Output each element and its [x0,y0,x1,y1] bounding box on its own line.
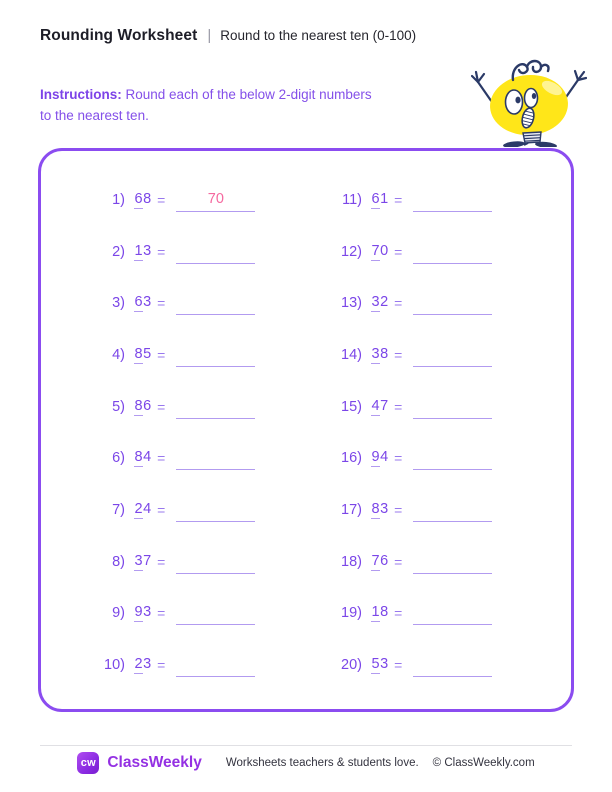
equals-sign: = [157,553,166,570]
problem-row [330,432,567,484]
answer-line [413,498,492,522]
brand-name: ClassWeekly [107,754,202,771]
problem-value [371,553,388,571]
problem-value [134,294,151,312]
answer-line [176,601,255,625]
tens-digit-underlined: 3 [134,552,143,569]
ones-digit: 6 [143,397,152,414]
tens-digit-underlined: 9 [371,449,380,466]
page-subtitle: Round to the nearest ten (0-100) [220,28,417,43]
answer-line [176,343,255,367]
equals-sign: = [157,295,166,312]
equals-sign: = [394,553,403,570]
ones-digit: 6 [380,552,389,569]
equals-sign: = [394,501,403,518]
tens-digit-underlined: 8 [134,397,143,414]
answer-line [176,498,255,522]
equals-sign: = [394,295,403,312]
tens-digit-underlined: 5 [371,656,380,673]
ones-digit: 1 [380,190,389,207]
ones-digit: 2 [380,294,389,311]
problems-box [38,148,574,712]
problem-index: 13) [341,295,362,312]
problem-index: 10) [104,657,125,674]
problem-row [330,329,567,381]
answer-line [413,653,492,677]
answer-line [176,395,255,419]
problem-row [93,174,330,226]
problem-index: 15) [341,398,362,415]
problem-row [93,588,330,640]
problem-row [330,484,567,536]
problem-value [371,449,388,467]
problem-index: 1) [112,191,125,208]
problem-value [371,191,388,209]
answer-line [413,446,492,470]
equals-sign: = [157,243,166,260]
instructions-text [40,85,385,127]
problem-index: 17) [341,501,362,518]
problem-value [134,604,151,622]
equals-sign: = [394,398,403,415]
equals-sign: = [157,346,166,363]
problem-row [93,484,330,536]
tens-digit-underlined: 7 [371,552,380,569]
problem-value [371,398,388,416]
tens-digit-underlined: 3 [371,294,380,311]
problem-index: 11) [342,191,362,208]
footer-copyright: © ClassWeekly.com [432,757,535,769]
problem-index: 5) [112,398,125,415]
footer-tagline: Worksheets teachers & students love. [225,757,419,769]
answer-line [176,291,255,315]
answer-line [176,653,255,677]
tens-digit-underlined: 8 [134,449,143,466]
problem-index: 12) [341,243,362,260]
problem-value [134,449,151,467]
problem-value [134,656,151,674]
problems-columns [41,151,571,691]
ones-digit: 7 [143,552,152,569]
ones-digit: 3 [380,656,389,673]
footer-divider [40,745,572,746]
problem-index: 16) [341,450,362,467]
problem-index: 14) [341,346,362,363]
equals-sign: = [394,243,403,260]
tens-digit-underlined: 8 [134,345,143,362]
answer-line [413,395,492,419]
problem-index: 7) [112,501,125,518]
equals-sign: = [157,501,166,518]
problem-row [93,329,330,381]
equals-sign: = [157,657,166,674]
tens-digit-underlined: 1 [371,604,380,621]
problem-row [330,536,567,588]
answer-line [176,240,255,264]
page-title: Rounding Worksheet [40,27,198,44]
problem-value [371,604,388,622]
problem-index: 18) [341,553,362,570]
problem-value [371,243,388,261]
ones-digit: 3 [143,242,152,259]
ones-digit: 4 [143,449,152,466]
ones-digit: 3 [143,294,152,311]
problem-row [93,277,330,329]
problem-row [330,588,567,640]
answer-line [176,188,255,212]
lightbulb-mascot-illustration [471,55,587,147]
answer-line [176,446,255,470]
problem-row [93,536,330,588]
ones-digit: 8 [143,190,152,207]
tens-digit-underlined: 6 [134,294,143,311]
ones-digit: 3 [143,604,152,621]
ones-digit: 8 [380,345,389,362]
footer [0,752,612,774]
ones-digit: 4 [143,500,152,517]
problem-row [93,432,330,484]
answer-line [413,601,492,625]
problem-value [134,243,151,261]
tens-digit-underlined: 2 [134,500,143,517]
problem-value [134,398,151,416]
equals-sign: = [394,450,403,467]
problems-column-right [330,174,567,691]
problem-value [134,346,151,364]
problem-value [134,191,151,209]
problem-value [371,656,388,674]
answer-line [176,550,255,574]
answer-line [413,240,492,264]
tens-digit-underlined: 1 [134,242,143,259]
problem-index: 2) [112,243,125,260]
tens-digit-underlined: 6 [134,190,143,207]
ones-digit: 0 [380,242,389,259]
equals-sign: = [157,605,166,622]
ones-digit: 3 [143,656,152,673]
problem-index: 9) [112,605,125,622]
problem-value [371,294,388,312]
tens-digit-underlined: 7 [371,242,380,259]
title-separator: | [207,27,212,44]
problem-row [93,226,330,278]
ones-digit: 3 [380,500,389,517]
tens-digit-underlined: 4 [371,397,380,414]
problem-row [330,381,567,433]
equals-sign: = [394,605,403,622]
problem-row [93,381,330,433]
problem-index: 6) [112,450,125,467]
problem-value [371,501,388,519]
worksheet-header [40,27,416,45]
ones-digit: 8 [380,604,389,621]
problem-row [330,639,567,691]
problem-index: 20) [341,657,362,674]
problem-row [93,639,330,691]
problem-value [371,346,388,364]
problem-index: 3) [112,295,125,312]
problem-index: 4) [112,346,125,363]
problem-index: 19) [341,605,362,622]
tens-digit-underlined: 9 [134,604,143,621]
equals-sign: = [157,450,166,467]
equals-sign: = [157,398,166,415]
tens-digit-underlined: 2 [134,656,143,673]
equals-sign: = [394,346,403,363]
answer-value: 70 [207,190,224,207]
classweekly-logo-icon: cw [77,752,99,774]
tens-digit-underlined: 8 [371,500,380,517]
answer-line [413,343,492,367]
problem-row [330,226,567,278]
tens-digit-underlined: 6 [371,190,380,207]
problem-row [330,174,567,226]
answer-line [413,291,492,315]
equals-sign: = [394,191,403,208]
problem-value [134,501,151,519]
problems-column-left [93,174,330,691]
instructions-label: Instructions: [40,87,122,102]
problem-index: 8) [112,553,125,570]
instructions-body: Round each of the below 2-digit numbers to the nearest ten. [40,87,372,123]
ones-digit: 7 [380,397,389,414]
ones-digit: 4 [380,449,389,466]
answer-line [413,188,492,212]
problem-value [134,553,151,571]
problem-row [330,277,567,329]
answer-line [413,550,492,574]
tens-digit-underlined: 3 [371,345,380,362]
ones-digit: 5 [143,345,152,362]
equals-sign: = [394,657,403,674]
equals-sign: = [157,191,166,208]
